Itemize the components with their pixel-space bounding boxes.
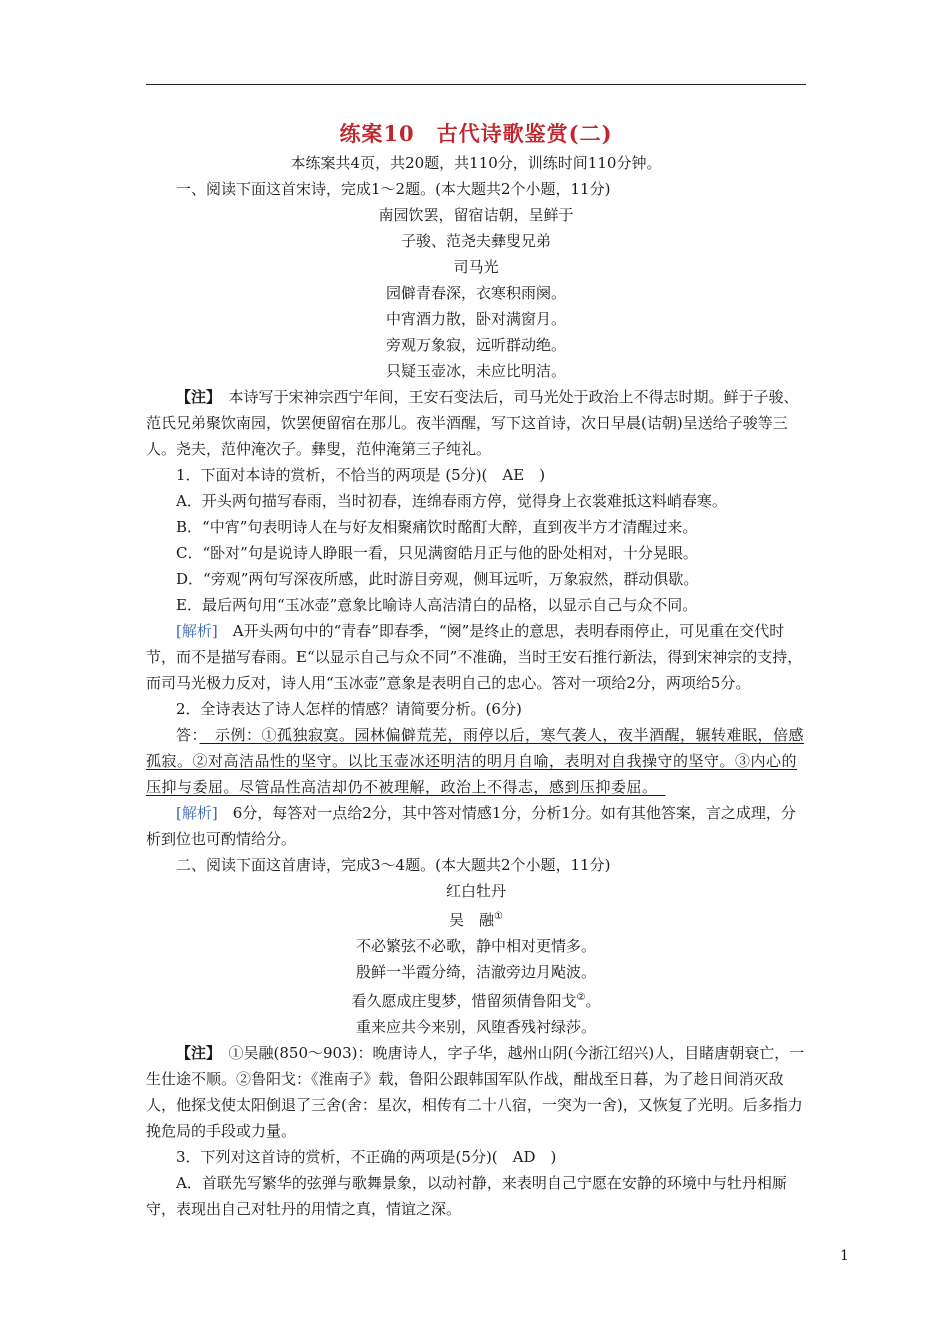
- note-label: 【注】: [176, 388, 214, 406]
- poem1-note: [146, 384, 806, 462]
- poem2-line: 不必繁弦不必歌，静中相对更情多。: [355, 937, 596, 955]
- poem1-author: 司马光: [453, 258, 499, 276]
- poem1-line: 园僻青春深，衣寒积雨阕。: [385, 284, 566, 302]
- q1-option-c: C．“卧对”句是说诗人睁眼一看，只见满窗皓月正与他的卧处相对，十分晃眼。: [176, 544, 698, 562]
- q3-option-a: A．首联先写繁华的弦弹与歌舞景象，以动衬静，来表明自己宁愿在安静的环境中与牡丹相厮守，表现出自己对牡丹的用情之真，情谊之深。: [146, 1174, 787, 1218]
- answer-text: 示例：①孤独寂寞。园林偏僻荒芜，雨停以后，寒气袭人，夜半酒醒，辗转难眠，倍感孤寂。②对高洁品性的坚守。以比玉壶冰还明洁的明月自喻，表明对自我操守的坚守。③内心的压抑与委屈。尽管品性高洁却仍不被理解，政治上不得志，感到压抑委屈。: [146, 726, 805, 796]
- q1-option-a: A．开头两句描写春雨，当时初春，连绵春雨方停，觉得身上衣裳难抵这料峭春寒。: [176, 492, 727, 510]
- analysis-label: [解析]: [176, 804, 218, 822]
- analysis-text: A开头两句中的“青春”即春季，“阕”是终止的意思，表明春雨停止，可见重在交代时节，而不是描写春雨。E“以显示自己与众不同”不准确，当时王安石推行新法，得到宋神宗的支持，而司马光极力反对，诗人用“玉冰壶”意象是表明自己的忠心。答对一项给2分，两项给5分。: [146, 622, 803, 692]
- q1-analysis: [146, 618, 806, 696]
- question-2: 2．全诗表达了诗人怎样的情感？请简要分析。(6分): [176, 700, 522, 718]
- note-text: ①吴融(850～903)：晚唐诗人，字子华，越州山阴(今浙江绍兴)人，目睹唐朝衰亡，一生仕途不顺。②鲁阳戈：《淮南子》载，鲁阳公跟韩国军队作战，酣战至日暮，为了趁日间消灭敌人，他探戈使太阳倒退了三舍(舍：星次，相传有二十八宿，一突为一舍)，又恢复了光明。后多指力挽危局的手段或力量。: [146, 1044, 805, 1140]
- poem1-line: 只疑玉壶冰，未应比明洁。: [385, 362, 566, 380]
- poem2-note: [146, 1040, 806, 1144]
- poem2-line: 重来应共今来别，风堕香残衬绿莎。: [355, 1018, 596, 1036]
- q1-option-e: E．最后两句用“玉冰壶”意象比喻诗人高洁清白的品格，以显示自己与众不同。: [176, 596, 698, 614]
- q2-analysis: [146, 800, 806, 852]
- poem2-line: 殷鲜一半霞分绮，洁澈旁边月飐波。: [355, 963, 596, 981]
- footnote-mark: ②: [576, 992, 586, 1003]
- section1-heading: 一、阅读下面这首宋诗，完成1～2题。(本大题共2个小题，11分): [176, 180, 611, 198]
- q1-option-b: B．“中宵”句表明诗人在与好友相聚痛饮时酩酊大醉，直到夜半方才清醒过来。: [176, 518, 698, 536]
- page-title: 练案10 古代诗歌鉴赏(二): [339, 121, 613, 146]
- question-1: 1．下面对本诗的赏析，不恰当的两项是 (5分)( AE ): [176, 466, 546, 484]
- analysis-text: 6分，每答对一点给2分，其中答对情感1分，分析1分。如有其他答案，言之成理，分析到位也可酌情给分。: [146, 804, 796, 848]
- note-text: 本诗写于宋神宗西宁年间，王安石变法后，司马光处于政治上不得志时期。鲜于子骏、范氏兄弟聚饮南园，饮罢便留宿在那儿。夜半酒醒，写下这首诗，次日早晨(诘朝)呈送给子骏等三人。尧夫，范仲淹次子。彝叟，范仲淹第三子纯礼。: [146, 388, 799, 458]
- section2-heading: 二、阅读下面这首唐诗，完成3～4题。(本大题共2个小题，11分): [176, 856, 611, 874]
- poem2-author: 吴 融①: [449, 911, 503, 929]
- intro-line: 本练案共4页，共20题，共110分，训练时间110分钟。: [290, 154, 662, 172]
- page-number: 1: [840, 1248, 849, 1264]
- q1-option-d: D．“旁观”两句写深夜所感，此时游目旁观，侧耳远听，万象寂然，群动俱歇。: [176, 570, 699, 588]
- note-label: 【注】: [176, 1044, 214, 1062]
- poem1-title-line2: 子骏、范尧夫彝叟兄弟: [400, 232, 551, 250]
- q2-answer: [146, 722, 806, 800]
- question-3: 3．下列对这首诗的赏析，不正确的两项是(5分)( AD ): [176, 1148, 557, 1166]
- poem1-title-line1: 南园饮罢，留宿诘朝，呈鲜于: [378, 206, 574, 224]
- footnote-mark: ①: [494, 911, 503, 922]
- poem2-line: 看久愿成庄叟梦，惜留须倩鲁阳戈②。: [351, 992, 601, 1010]
- poem2-title: 红白牡丹: [445, 882, 506, 900]
- document-page: [146, 118, 806, 1222]
- poem1-line: 旁观万象寂，远听群动绝。: [385, 336, 566, 354]
- header-rule: [146, 84, 806, 85]
- analysis-label: [解析]: [176, 622, 218, 640]
- poem1-line: 中宵酒力散，卧对满窗月。: [385, 310, 566, 328]
- answer-label: 答：: [176, 726, 200, 744]
